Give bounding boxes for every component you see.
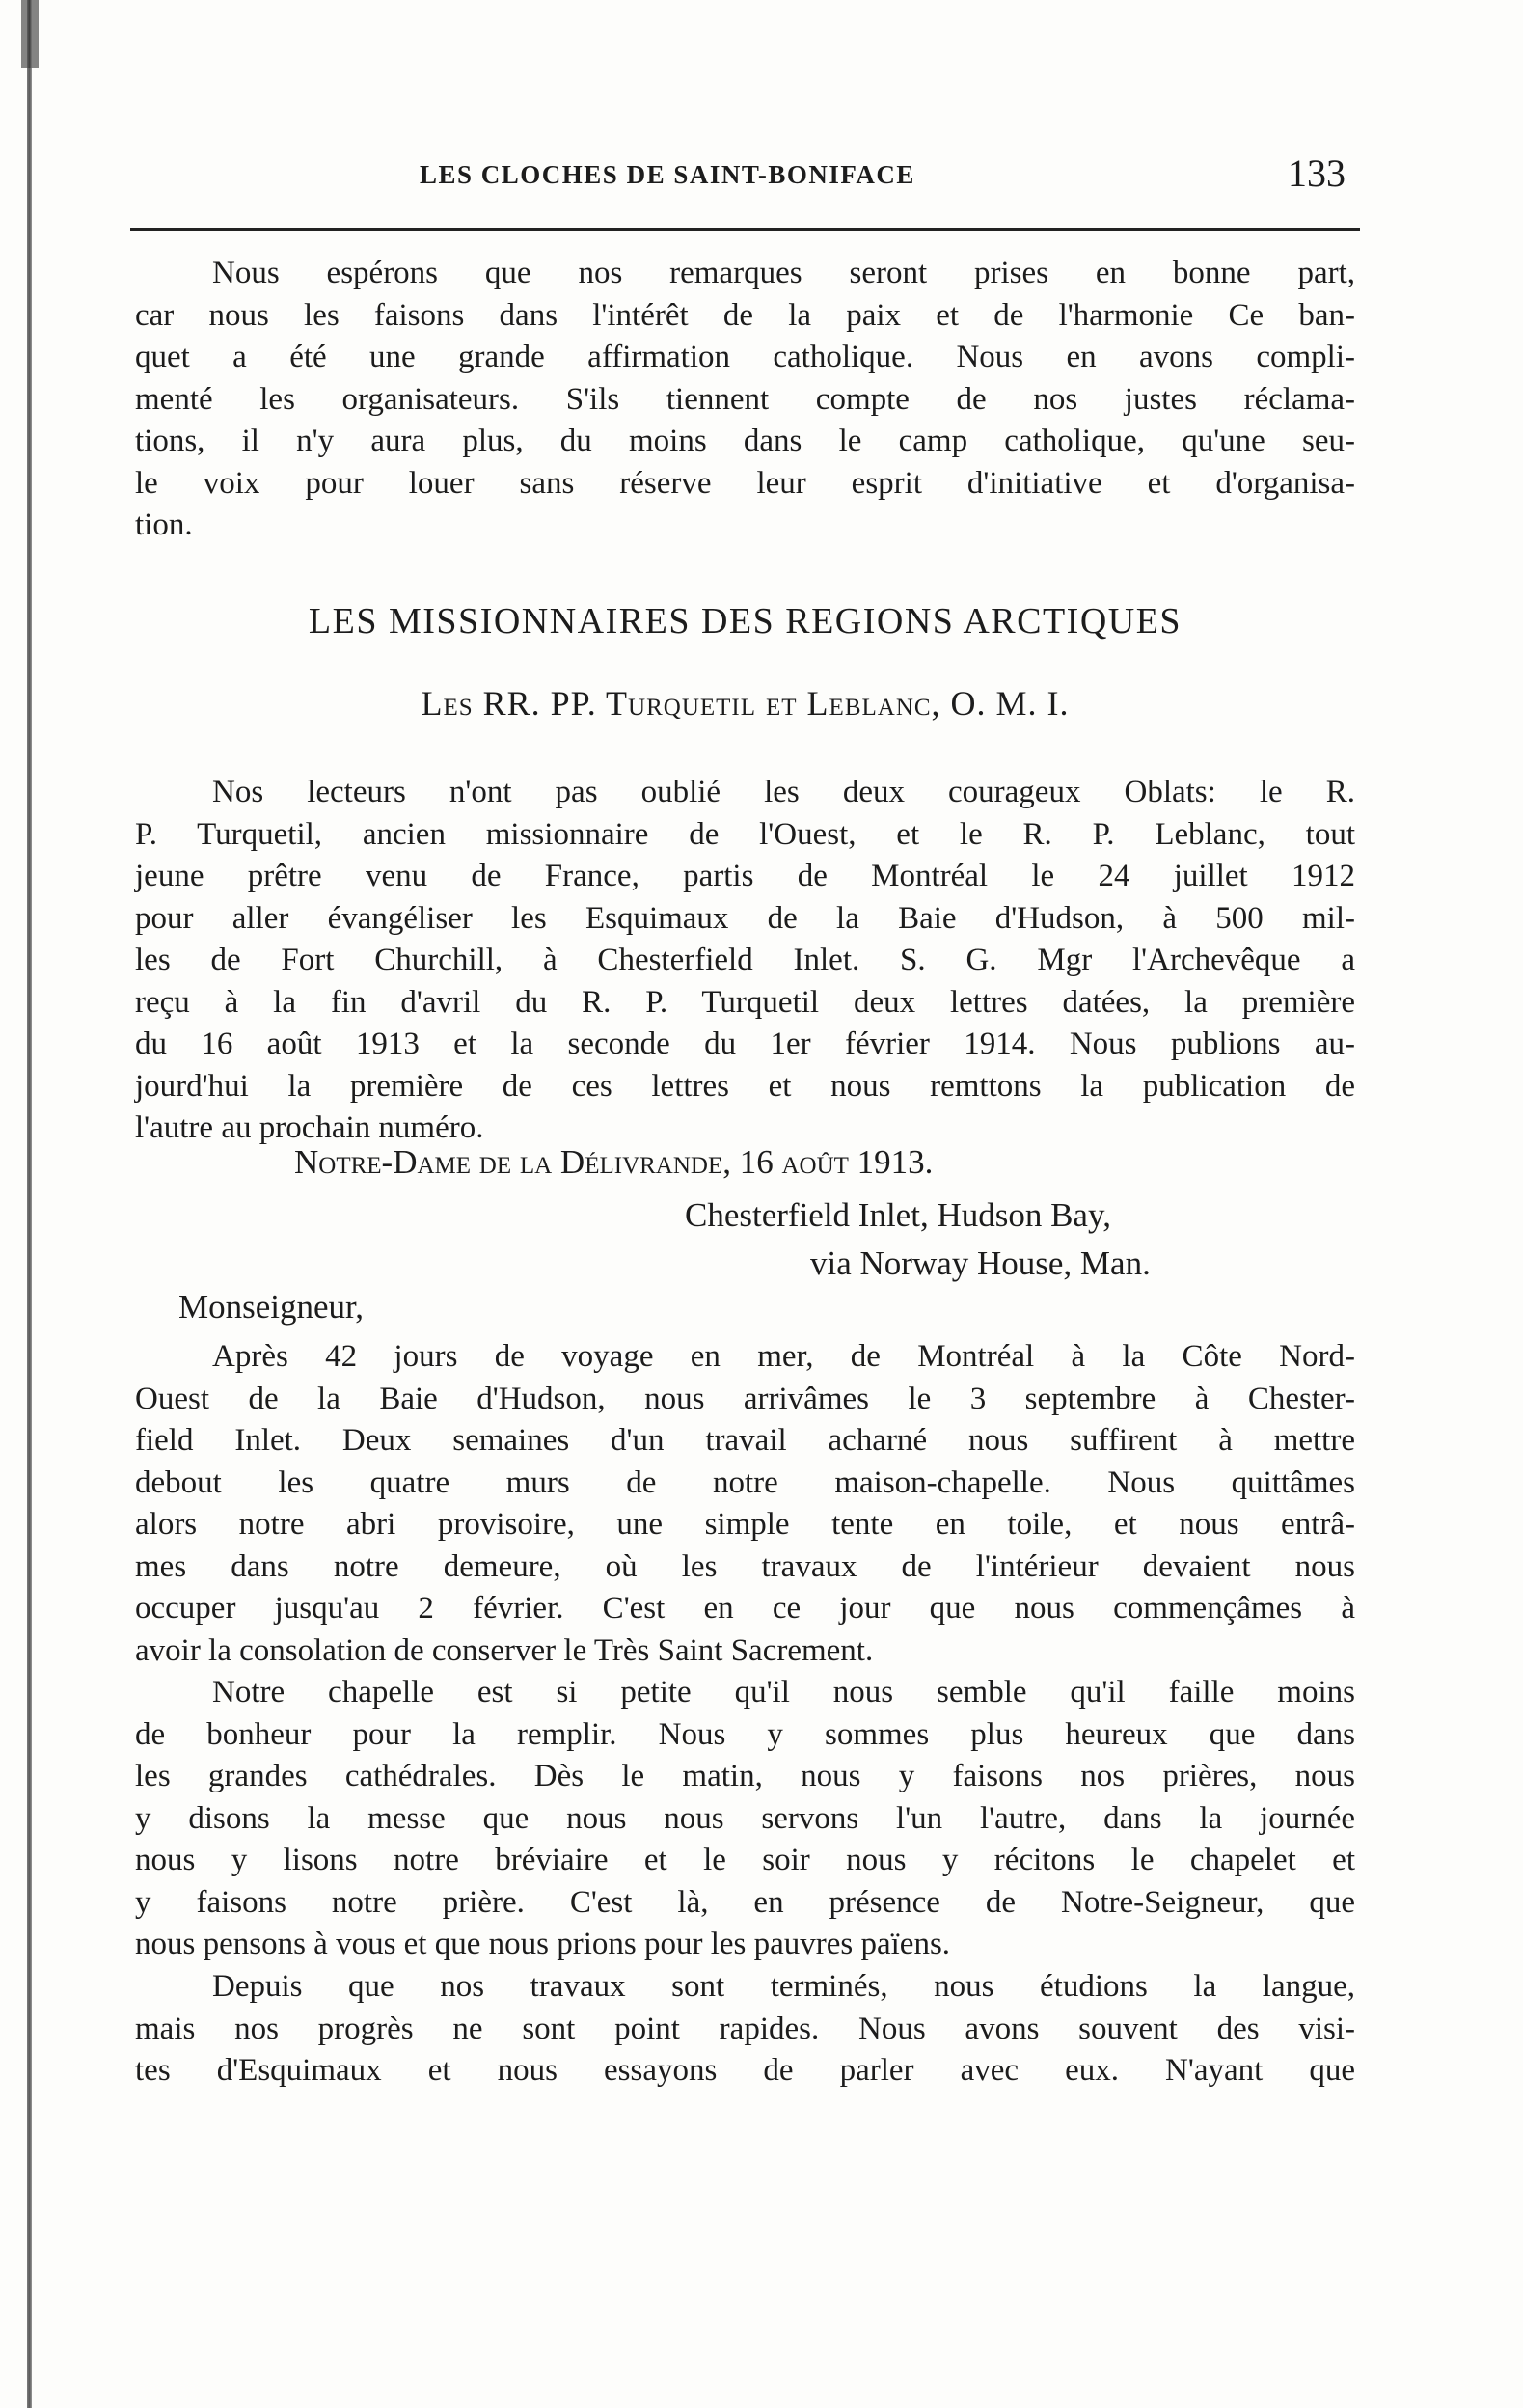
- intro-paragraph: [135, 253, 1355, 547]
- text-line: alors notre abri provisoire, une simple tente en toile, et nous entrâ-: [135, 1507, 1355, 1542]
- text-line: Nous espérons que nos remarques seront prises en bonne part,: [212, 256, 1355, 290]
- text-line: menté les organisateurs. S'ils tiennent compte de nos justes réclama-: [135, 381, 1355, 417]
- text-line: Nos lecteurs n'ont pas oublié les deux courageux Oblats: le R.: [212, 775, 1355, 809]
- text-line: car nous les faisons dans l'intérêt de la paix et de l'harmonie Ce ban-: [135, 297, 1355, 333]
- text-line: Après 42 jours de voyage en mer, de Montréal à la Côte Nord-: [212, 1339, 1355, 1374]
- text-line: quet a été une grande affirmation catholique. Nous en avons compli-: [135, 340, 1355, 374]
- letter-place-line-1: Chesterfield Inlet, Hudson Bay,: [685, 1196, 1111, 1234]
- letter-paragraph-2: [135, 1672, 1355, 1966]
- text-line: nous y lisons notre bréviaire et le soir nous y récitons le chapelet et: [135, 1843, 1355, 1877]
- text-line: debout les quatre murs de notre maison-chapelle. Nous quittâmes: [135, 1464, 1355, 1500]
- text-line: l'autre au prochain numéro.: [135, 1110, 484, 1145]
- text-line: le voix pour louer sans réserve leur esprit d'initiative et d'organisa-: [135, 465, 1355, 501]
- text-line: tion.: [135, 507, 193, 542]
- text-line: avoir la consolation de conserver le Très Saint Sacrement.: [135, 1632, 874, 1668]
- section-title: LES MISSIONNAIRES DES REGIONS ARCTIQUES: [308, 601, 1183, 642]
- text-line: reçu à la fin d'avril du R. P. Turquetil deux lettres datées, la première: [135, 984, 1355, 1020]
- text-line: y disons la messe que nous nous servons l'un l'autre, dans la journée: [135, 1800, 1355, 1836]
- binding-edge: [27, 0, 32, 2408]
- text-line: jeune prêtre venu de France, partis de Montréal le 24 juillet 1912: [135, 859, 1355, 893]
- text-line: Notre chapelle est si petite qu'il nous semble qu'il faille moins: [212, 1675, 1355, 1710]
- text-line: Ouest de la Baie d'Hudson, nous arrivâmes le 3 septembre à Chester-: [135, 1381, 1355, 1416]
- text-line: P. Turquetil, ancien missionnaire de l'Ouest, et le R. P. Leblanc, tout: [135, 816, 1355, 852]
- page-header: [130, 145, 1365, 203]
- section-subtitle: Les RR. PP. Turquetil et Leblanc, O. M. I.: [421, 684, 1070, 723]
- text-line: jourd'hui la première de ces lettres et nous remttons la publication de: [135, 1068, 1355, 1104]
- page-number: 133: [1288, 151, 1346, 195]
- lead-paragraph: [135, 772, 1355, 1150]
- text-line: field Inlet. Deux semaines d'un travail acharné nous suffirent à mettre: [135, 1423, 1355, 1458]
- text-line: de bonheur pour la remplir. Nous y sommes plus heureux que dans: [135, 1716, 1355, 1752]
- text-line: tions, il n'y aura plus, du moins dans le camp catholique, qu'une seu-: [135, 424, 1355, 458]
- text-line: mais nos progrès ne sont point rapides. Nous avons souvent des visi-: [135, 2011, 1355, 2046]
- letter-paragraph-1: [135, 1336, 1355, 1672]
- text-line: les grandes cathédrales. Dès le matin, nous y faisons nos prières, nous: [135, 1759, 1355, 1793]
- letter-dateline: Notre-Dame de la Délivrande, 16 août 1913.: [294, 1143, 934, 1181]
- letter-paragraph-3: [135, 1966, 1355, 2093]
- text-line: mes dans notre demeure, où les travaux de l'intérieur devaient nous: [135, 1548, 1355, 1584]
- letter-salutation: Monseigneur,: [178, 1288, 365, 1326]
- text-line: y faisons notre prière. C'est là, en présence de Notre-Seigneur, que: [135, 1884, 1355, 1920]
- text-line: Depuis que nos travaux sont terminés, nous étudions la langue,: [212, 1969, 1355, 2004]
- text-line: du 16 août 1913 et la seconde du 1er février 1914. Nous publions au-: [135, 1026, 1355, 1061]
- text-line: tes d'Esquimaux et nous essayons de parler avec eux. N'ayant que: [135, 2053, 1355, 2088]
- text-line: nous pensons à vous et que nous prions pour les pauvres païens.: [135, 1927, 951, 1961]
- text-line: pour aller évangéliser les Esquimaux de la Baie d'Hudson, à 500 mil-: [135, 900, 1355, 936]
- header-rule: [130, 228, 1360, 231]
- text-line: occuper jusqu'au 2 février. C'est en ce jour que nous commençâmes à: [135, 1591, 1355, 1626]
- letter-place-line-2: via Norway House, Man.: [810, 1245, 1151, 1282]
- running-title: LES CLOCHES DE SAINT-BONIFACE: [420, 160, 915, 189]
- text-line: les de Fort Churchill, à Chesterfield Inlet. S. G. Mgr l'Archevêque a: [135, 943, 1355, 977]
